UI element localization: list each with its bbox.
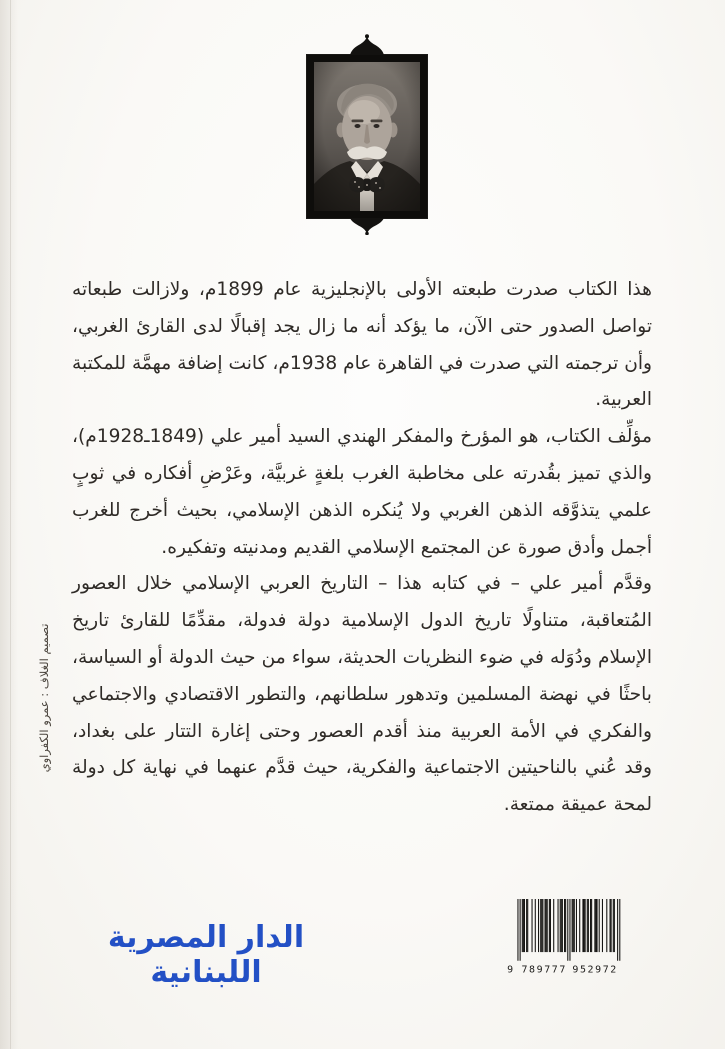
back-cover-text (72, 272, 652, 824)
cover-designer-credit: تصميم الغلاف : عمرو الكفراوي (37, 623, 51, 773)
publisher-logo: الدار المصرية اللبنانية (107, 920, 305, 990)
dome-finial-bottom-icon (349, 218, 385, 235)
paragraph-book-summary: وقدَّم أمير علي – في كتابه هذا – التاريخ العربي الإسلامي خلال العصور المُتعاقبة، متناولًا تاريخ الدول الإسلامية دولة فدولة، مقدِّمًا للقارئ تاريخ الإسلام ودُوَله في ضوء النظريات الحديثة، سواء من حيث الدولة أو السياسة، باحثًا في نهضة المسلمين وتدهور سلطانهم، والتطور الاقتصادي والاجتماعي والفكري في الأمة العربية منذ أقدم العصور وحتى إغارة التتار على بغداد، وقد عُني بالناحيتين الاجتماعية والفكرية، حيث قدَّم عنهما في نهاية كل دولة لمحة عميقة ممتعة. (72, 573, 652, 816)
isbn-barcode-svg (500, 899, 628, 977)
portrait-frame (307, 55, 427, 218)
author-portrait (306, 34, 428, 235)
svg-text:7: 7 (602, 964, 609, 976)
svg-text:7: 7 (544, 964, 551, 976)
svg-text:7: 7 (521, 964, 528, 976)
svg-text:5: 5 (579, 964, 586, 976)
page-left-edge-line (10, 0, 11, 1049)
svg-text:2: 2 (610, 964, 617, 976)
paragraph-author-bio: مؤلِّف الكتاب، هو المؤرخ والمفكر الهندي السيد أمير علي (1849ـ1928م)، والذي تميز بقُدرته على مخاطبة الغرب بلغةٍ غربيَّة، وعَرْضِ أفكاره في ثوبٍ علمي يتذوَّقه الذهن الغربي ولا يُنكره الذهن الإسلامي، بحيث أخرج للغرب أجمل وأدق صورة عن المجتمع الإسلامي القديم ومدنيته وتفكيره. (72, 426, 652, 558)
svg-text:9: 9 (595, 964, 602, 976)
dome-finial-top-icon (349, 34, 385, 55)
svg-text:9: 9 (507, 964, 514, 976)
svg-text:2: 2 (587, 964, 594, 976)
svg-text:9: 9 (572, 964, 579, 976)
author-photo (314, 62, 420, 211)
svg-text:9: 9 (536, 964, 543, 976)
paragraph-edition-history: هذا الكتاب صدرت طبعته الأولى بالإنجليزية عام 1899م، ولازالت طبعاته تواصل الصدور حتى الآن، ما يؤكد أنه ما زال يجد إقبالًا لدى القارئ الغربي، وأن ترجمته التي صدرت في القاهرة عام 1938م، كانت إضافة مهمَّة للمكتبة العربية. (72, 279, 652, 411)
svg-text:8: 8 (529, 964, 536, 976)
page-left-edge-shadow (0, 0, 18, 1049)
svg-text:7: 7 (551, 964, 558, 976)
isbn-barcode (500, 899, 628, 979)
svg-text:7: 7 (559, 964, 566, 976)
